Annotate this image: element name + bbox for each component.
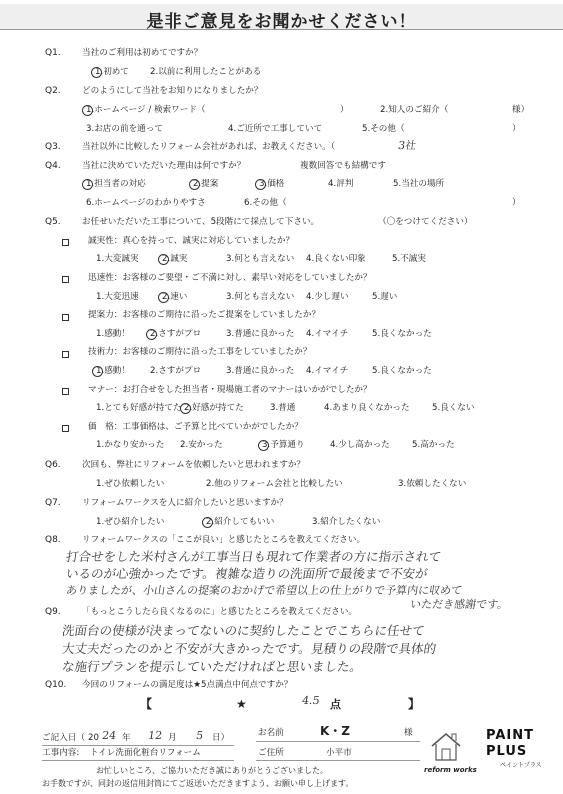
date-year-suffix: 年	[122, 733, 131, 743]
q3-number: Q3.	[45, 142, 61, 152]
q10-bracket-open: 【	[140, 697, 153, 711]
page-title: 是非ご意見をお聞かせください！	[146, 12, 417, 32]
q5-item-2-option-4[interactable]: 4.少し遅い	[306, 292, 349, 302]
q5-item-1-option-1[interactable]: 1.大変誠実	[96, 254, 139, 264]
q9-answer-line-2: 大丈夫だったのかと不安が大きかったです。見積りの段階で具体的	[61, 641, 438, 656]
brand-subtitle: ペイントプラス	[500, 762, 542, 769]
q5-note: （〇をつけてください）	[378, 217, 473, 227]
name-honorific: 様	[404, 728, 413, 738]
q5-item-4-checkbox[interactable]	[62, 351, 69, 358]
q4-option-7-close: ）	[512, 198, 521, 208]
q10-text: 今回のリフォームの満足度は★5点満点中何点ですか？	[82, 680, 293, 690]
q5-item-2-option-2[interactable]: 2.速い	[162, 292, 188, 302]
q10-score: 4.5	[301, 694, 321, 707]
date-label: ご記入日（	[42, 733, 85, 743]
return-note: お手数ですが、同封の返信用封筒にてご返送いただきますよう、お願い申し上げます。	[42, 779, 354, 788]
q6-option-3[interactable]: 3.依頼したくない	[398, 479, 467, 489]
q5-item-6-option-3[interactable]: 3.予算通り	[262, 440, 305, 450]
q1-text: 当社のご利用は初めてですか？	[82, 48, 203, 58]
q8-answer-line-2: いるのが心強かったです。複雑な造りの洗面所で最後まで不安が	[65, 566, 429, 581]
date-day-suffix: 日）	[212, 733, 230, 743]
q5-item-2-option-3[interactable]: 3.何とも言えない	[226, 292, 295, 302]
date-month-suffix: 月	[168, 733, 177, 743]
q5-item-5-option-3[interactable]: 3.普通	[270, 403, 296, 413]
q2-selected-circle	[82, 105, 93, 116]
q5-item-4-label: 技術力：お客様のご期待に沿った工事をしていましたか？	[88, 347, 312, 357]
brand-paint: PAINT	[486, 728, 534, 743]
q2-option-1-close: ）	[340, 105, 349, 115]
q5-item-3-option-5[interactable]: 5.良くなかった	[372, 329, 432, 339]
work-content: トイレ洗面化粧台リフォーム	[90, 748, 201, 758]
q2-option-5[interactable]: 5.その他（	[362, 124, 405, 134]
q5-item-5-option-2[interactable]: 2.好感が持てた	[184, 403, 244, 413]
q9-answer-line-3: な施行プランを提示していただければと思いました。	[61, 659, 364, 674]
date-year-prefix: 20	[88, 733, 99, 743]
q5-item-5-option-4[interactable]: 4.あまり良くなかった	[324, 403, 410, 413]
q5-item-2-selected-circle	[158, 292, 169, 303]
q4-option-3[interactable]: 3.価格	[259, 179, 285, 189]
work-label: 工事内容:	[42, 748, 80, 758]
q5-item-3-option-4[interactable]: 4.イマイチ	[306, 329, 349, 339]
address-underline	[256, 760, 420, 761]
q5-item-4-option-3[interactable]: 3.普通に良かった	[226, 366, 295, 376]
q2-option-3[interactable]: 3.お店の前を通って	[86, 124, 163, 134]
q5-item-6-option-5[interactable]: 5.高かった	[412, 440, 455, 450]
q4-option-1[interactable]: 1.担当者の対応	[86, 179, 146, 189]
q2-option-2-close: 様）	[512, 105, 530, 115]
address-label: ご住所	[258, 748, 284, 758]
q7-option-3[interactable]: 3.紹介したくない	[312, 517, 381, 527]
q5-item-5-selected-circle	[180, 403, 191, 414]
q7-selected-circle	[202, 517, 213, 528]
q5-item-1-option-2[interactable]: 2.誠実	[162, 254, 188, 264]
q2-option-2[interactable]: 2.知人のご紹介（	[380, 105, 449, 115]
q5-item-3-option-3[interactable]: 3.普通に良かった	[226, 329, 295, 339]
q3-text: 当社以外に比較したリフォーム会社があれば、お教えください。（	[82, 142, 336, 152]
q5-item-2-option-1[interactable]: 1.大変迅速	[96, 292, 139, 302]
q5-item-5-label: マナー：お打合せをした担当者・現場施工者のマナーはいかがでしたか？	[88, 385, 372, 395]
q5-item-6-option-4[interactable]: 4.少し高かった	[330, 440, 390, 450]
q5-item-2-checkbox[interactable]	[62, 276, 69, 283]
q5-item-1-selected-circle	[158, 254, 169, 265]
q5-item-6-label: 価 格：工事価格は、ご予算と比べていかがでしたか？	[88, 422, 303, 432]
q4-selected-circle-3	[255, 179, 266, 190]
q5-item-1-checkbox[interactable]	[62, 239, 69, 246]
q5-item-5-option-5[interactable]: 5.良くない	[432, 403, 475, 413]
q4-option-6[interactable]: 6.ホームページのわかりやすさ	[86, 198, 206, 208]
q6-option-1[interactable]: 1.ぜひ依頼したい	[96, 479, 165, 489]
q5-item-6-option-2[interactable]: 2.安かった	[180, 440, 223, 450]
q6-option-2[interactable]: 2.他のリフォーム会社と比較したい	[206, 479, 343, 489]
q5-item-3-checkbox[interactable]	[62, 314, 69, 321]
q2-option-4[interactable]: 4.ご近所で工事していて	[228, 124, 323, 134]
q4-option-5[interactable]: 5.当社の場所	[393, 179, 445, 189]
q9-number: Q9.	[45, 607, 61, 617]
q5-item-6-option-1[interactable]: 1.かなり安かった	[96, 440, 165, 450]
work-underline	[42, 760, 234, 761]
q5-item-6-checkbox[interactable]	[62, 425, 69, 432]
q2-option-1[interactable]: 1.ホームページ / 検索ワード（	[86, 105, 206, 115]
q4-option-4[interactable]: 4.評判	[328, 179, 354, 189]
date-day[interactable]: 5	[195, 729, 204, 742]
q5-item-4-selected-circle	[92, 366, 103, 377]
q8-number: Q8.	[45, 535, 61, 545]
reform-works-logo: reform works	[424, 766, 477, 774]
brand-plus: PLUS	[486, 744, 528, 759]
q5-item-4-option-2[interactable]: 2.さすがプロ	[150, 366, 202, 376]
q3-answer: 3社	[397, 139, 417, 152]
q1-option-1[interactable]: 1.初めて	[95, 67, 129, 77]
q5-text: お任せいただいた工事について、5段階にて採点して下さい。	[82, 217, 320, 227]
q2-number: Q2.	[45, 86, 61, 96]
address-value: 小平市	[326, 748, 352, 758]
customer-name: K・Z	[320, 724, 351, 738]
title-banner	[0, 4, 563, 30]
date-year-digit[interactable]: 24	[101, 729, 117, 742]
q9-text: 「もっとこうしたら良くなるのに」と感じたところを教えてください。	[82, 607, 358, 617]
q5-item-4-option-4[interactable]: 4.イマイチ	[306, 366, 349, 376]
q1-selected-circle	[91, 67, 102, 78]
q4-selected-circle-1	[82, 179, 93, 190]
q5-item-3-selected-circle	[146, 329, 157, 340]
q1-option-2[interactable]: 2.以前に利用したことがある	[150, 67, 262, 77]
thanks-note: お忙しいところ、ご協力いただき誠にありがとうございました。	[96, 766, 328, 775]
q7-number: Q7.	[45, 498, 61, 508]
reform-works-house-icon	[428, 730, 464, 764]
q1-number: Q1.	[45, 48, 61, 58]
q4-note: 複数回答でも結構です	[300, 161, 386, 171]
q4-option-2[interactable]: 2.提案	[193, 179, 219, 189]
q5-item-6-selected-circle	[258, 440, 269, 451]
q8-answer-line-3: ありましたが、小山さんの提案のおかげで希望以上の仕上がりで予算内に収めて	[65, 584, 463, 597]
date-underline	[42, 745, 234, 746]
q4-selected-circle-2	[189, 179, 200, 190]
q6-text: 次回も、弊社にリフォームを依頼したいと思われますか？	[82, 460, 306, 470]
q7-option-1[interactable]: 1.ぜひ紹介したい	[96, 517, 165, 527]
q5-item-1-option-3[interactable]: 3.何とも言えない	[226, 254, 295, 264]
q5-item-2-label: 迅速性：お客様のご要望・ご不満に対し、素早い対応をしていましたか？	[88, 273, 372, 283]
q7-option-2[interactable]: 2.紹介してもいい	[206, 517, 275, 527]
q5-number: Q5.	[45, 217, 61, 227]
q8-answer-line-1: 打合せをした米村さんが工事当日も現れて作業者の方に指示されて	[65, 549, 443, 564]
q5-item-3-option-2[interactable]: 2.さすがプロ	[150, 329, 202, 339]
q5-item-5-option-1[interactable]: 1.とても好感が持てた	[96, 403, 182, 413]
q5-item-4-option-5[interactable]: 5.良くなかった	[372, 366, 432, 376]
star-icon: ★	[236, 697, 247, 711]
q5-item-5-checkbox[interactable]	[62, 388, 69, 395]
q4-text: 当社に決めていただいた理由は何ですか？	[82, 161, 246, 171]
q8-text: リフォームワークスの「ここが良い」と感じたところを教えてください。	[82, 535, 366, 545]
q4-number: Q4.	[45, 161, 61, 171]
q5-item-4-option-1[interactable]: 1.感動！	[96, 366, 130, 376]
q4-option-7[interactable]: 6.その他（	[244, 198, 287, 208]
q9-answer-line-1: 洗面台の使様が決まってないのに契約したことでこちらに任せて	[61, 623, 426, 638]
q5-item-3-option-1[interactable]: 1.感動！	[96, 329, 130, 339]
q10-number: Q10.	[45, 680, 67, 690]
name-underline	[256, 741, 420, 742]
q8-answer-line-4: いただき感謝です。	[409, 598, 510, 611]
q7-text: リフォームワークスを人に紹介したいと思いますか？	[82, 498, 288, 508]
date-month[interactable]: 12	[147, 729, 163, 742]
q2-text: どのようにして当社をお知りになりましたか？	[82, 86, 263, 96]
q10-bracket-close: 】	[408, 697, 421, 711]
q6-number: Q6.	[45, 460, 61, 470]
q2-option-5-close: ）	[512, 124, 521, 134]
q5-item-3-label: 提案力：お客様のご期待に沿ったご提案をしていましたか？	[88, 310, 321, 320]
q10-unit: 点	[330, 698, 341, 711]
q5-item-1-label: 誠実性：真心を持って、誠実に対応していましたか？	[88, 236, 295, 246]
q5-item-2-option-5[interactable]: 5.遅い	[372, 292, 398, 302]
q5-item-1-option-5[interactable]: 5.不誠実	[392, 254, 426, 264]
name-label: お名前	[258, 728, 284, 738]
q5-item-1-option-4[interactable]: 4.良くない印象	[306, 254, 366, 264]
